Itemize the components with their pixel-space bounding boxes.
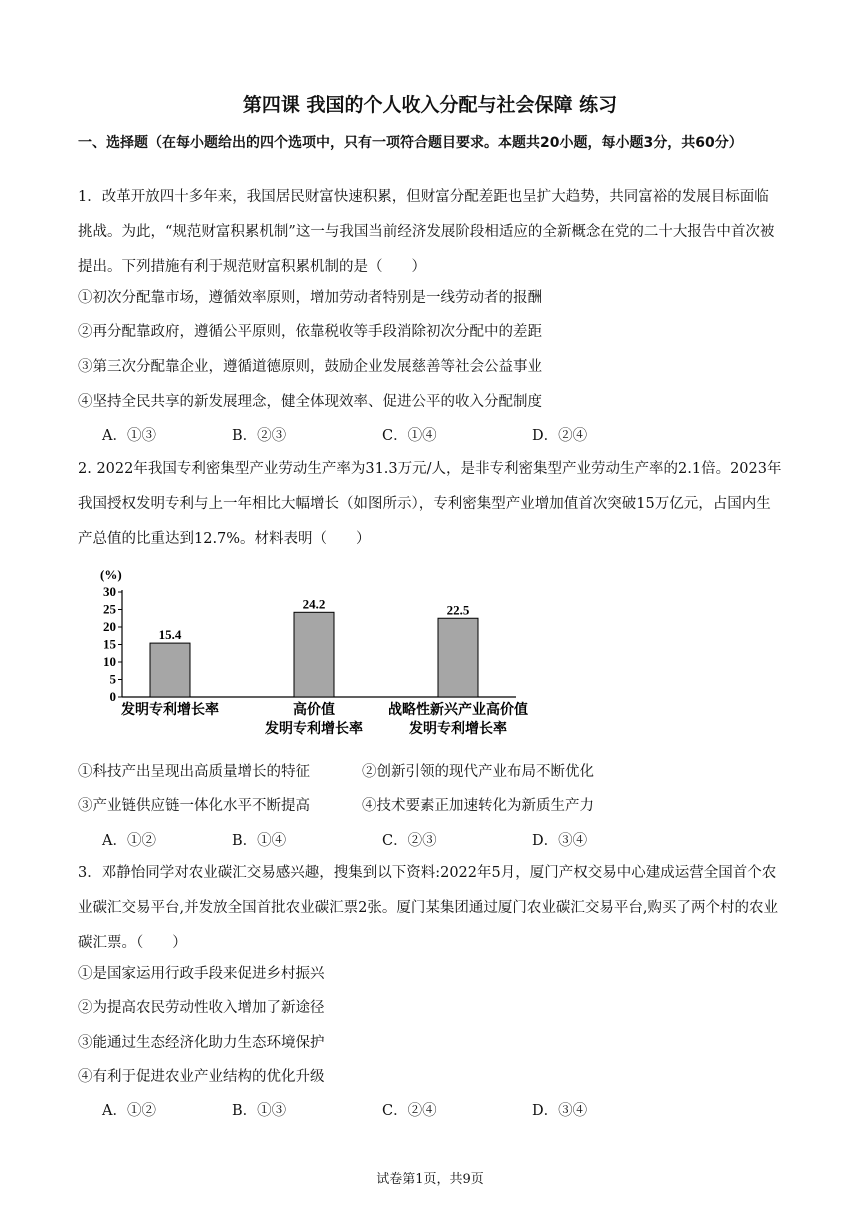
question-2-option-3: ③产业链供应链一体化水平不断提高 <box>78 798 310 814</box>
choice-d[interactable]: D．③④ <box>532 1103 588 1119</box>
bar <box>438 618 478 697</box>
question-1-option-3: ③第三次分配靠企业，遵循道德原则，鼓励企业发展慈善等社会公益事业 <box>78 359 542 375</box>
page-footer: 试卷第1页，共9页 <box>376 1172 484 1187</box>
choice-c[interactable]: C．②④ <box>382 1103 437 1119</box>
y-tick-label: 5 <box>109 671 116 687</box>
question-2-stem: 2. 2022年我国专利密集型产业劳动生产率为31.3万元/人，是非专利密集型产业劳动生产率的2.1倍。2023年我国授权发明专利与上一年相比大幅增长（如图所示），专利密集型产业增加值首次突破15万亿元，占国内生产总值的比重达到12.7%。材料表明（ ） <box>78 461 782 547</box>
question-2-option-2: ②创新引领的现代产业布局不断优化 <box>362 764 594 780</box>
y-tick-label: 30 <box>103 584 116 599</box>
question-3-stem: 3．邓静怡同学对农业碳汇交易感兴趣，搜集到以下资料:2022年5月，厦门产权交易中心建成运营全国首个农业碳汇交易平台,并发放全国首批农业碳汇票2张。厦门某集团通过厦门农业碳汇交易平台,购买了两个村的农业碳汇票。（ ） <box>78 865 778 951</box>
chart-layer <box>103 584 528 737</box>
choice-b[interactable]: B．①③ <box>232 1103 287 1119</box>
question-3-option-4: ④有利于促进农业产业结构的优化升级 <box>78 1069 325 1085</box>
question-1-option-1: ①初次分配靠市场，遵循效率原则，增加劳动者特别是一线劳动者的报酬 <box>78 290 542 306</box>
x-category-label: 战略性新兴产业高价值 <box>388 703 528 718</box>
y-tick-label: 25 <box>103 601 116 617</box>
y-tick-label: 0 <box>109 689 116 704</box>
x-category-label: 发明专利增长率 <box>121 703 219 718</box>
choice-c[interactable]: C．①④ <box>382 428 437 444</box>
question-1-stem: 1．改革开放四十多年来，我国居民财富快速积累，但财富分配差距也呈扩大趋势，共同富裕的发展目标面临挑战。为此，“规范财富积累机制”这一与我国当前经济发展阶段相适应的全新概念在党的二十大报告中首次被提出。下列措施有利于规范财富积累机制的是（ ） <box>78 189 775 275</box>
choice-a[interactable]: A．①② <box>102 833 156 849</box>
y-axis-unit-label: (%) <box>100 567 122 582</box>
x-category-label: 高价值 <box>293 703 335 718</box>
choice-c[interactable]: C．②③ <box>382 833 437 849</box>
choice-a[interactable]: A．①③ <box>102 428 156 444</box>
bar <box>150 643 190 697</box>
page-title: 第四课 我国的个人收入分配与社会保障 练习 <box>242 94 618 116</box>
choice-d[interactable]: D．②④ <box>532 428 588 444</box>
bar-value-label: 15.4 <box>158 627 182 643</box>
section-heading: 一、选择题（在每小题给出的四个选项中，只有一项符合题目要求。本题共20小题，每小题3分，共60分） <box>78 135 743 151</box>
question-3-option-3: ③能通过生态经济化助力生态环境保护 <box>78 1035 325 1051</box>
choice-b[interactable]: B．①④ <box>232 833 287 849</box>
choice-b[interactable]: B．②③ <box>232 428 287 444</box>
question-2-option-1: ①科技产出呈现出高质量增长的特征 <box>78 764 310 780</box>
x-category-label: 发明专利增长率 <box>265 722 363 737</box>
question-1-option-2: ②再分配靠政府，遵循公平原则，依靠税收等手段消除初次分配中的差距 <box>78 324 542 340</box>
y-tick-label: 20 <box>103 619 116 634</box>
bar-chart <box>80 564 560 744</box>
question-3-option-2: ②为提高农民劳动性收入增加了新途径 <box>78 1000 325 1016</box>
question-1-option-4: ④坚持全民共享的新发展理念，健全体现效率、促进公平的收入分配制度 <box>78 394 542 410</box>
bar <box>294 612 334 697</box>
x-category-label: 发明专利增长率 <box>409 722 507 737</box>
question-3-option-1: ①是国家运用行政手段来促进乡村振兴 <box>78 966 325 982</box>
choice-a[interactable]: A．①② <box>102 1103 156 1119</box>
bar-value-label: 22.5 <box>446 602 470 618</box>
bar-value-label: 24.2 <box>302 596 326 612</box>
question-2-option-4: ④技术要素正加速转化为新质生产力 <box>362 798 594 814</box>
y-tick-label: 10 <box>103 654 116 669</box>
y-tick-label: 15 <box>103 636 116 652</box>
choice-d[interactable]: D．③④ <box>532 833 588 849</box>
